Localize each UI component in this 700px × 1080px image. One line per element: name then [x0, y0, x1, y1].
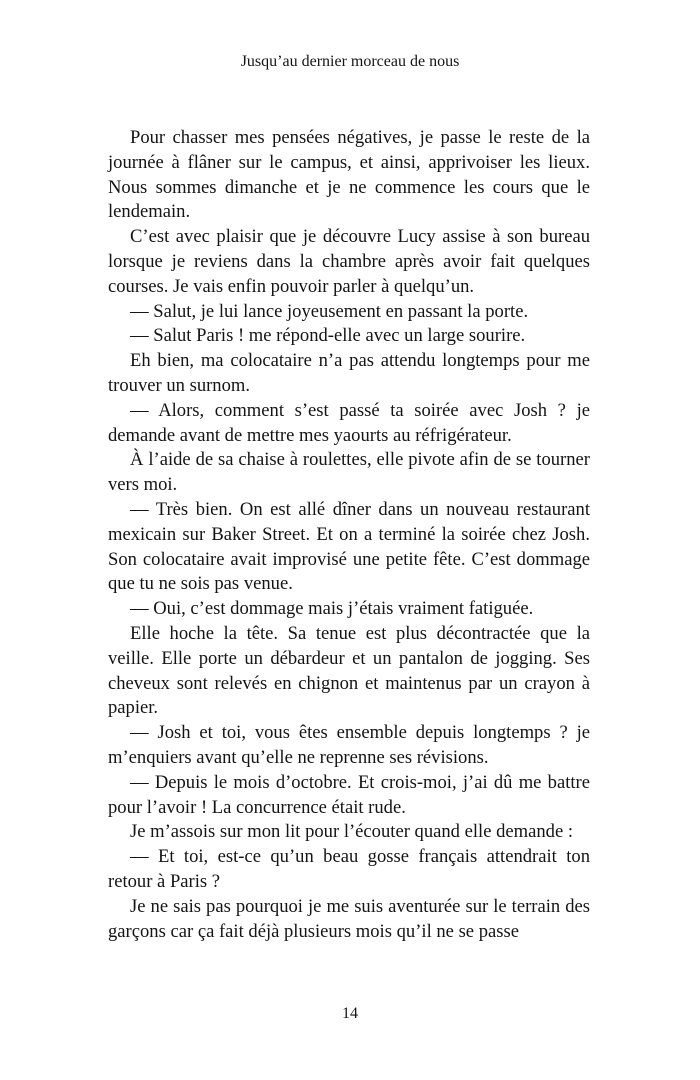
dialogue-line: — Salut Paris ! me répond-elle avec un large sourire. [130, 325, 526, 347]
paragraph: À l’aide de sa chaise à roulettes, elle pivote afin de se tourner vers moi. [108, 449, 590, 496]
dialogue-line: — Josh et toi, vous êtes ensemble depuis longtemps ? je m’enquiers avant qu’elle ne reprenne ses révisions. [108, 722, 590, 768]
dialogue-line: — Oui, c’est dommage mais j’étais vraiment fatiguée. [130, 598, 534, 620]
dialogue-line: — Et toi, est-ce qu’un beau gosse français attendrait ton retour à Paris ? [108, 846, 590, 892]
paragraph: Je m’assois sur mon lit pour l’écouter quand elle demande : [130, 821, 574, 843]
paragraph: C’est avec plaisir que je découvre Lucy assise à son bureau lorsque je reviens dans la chambre après avoir fait quelques courses. Je vais enfin pouvoir parler à quelqu’un. [108, 226, 590, 297]
dialogue-line: — Très bien. On est allé dîner dans un nouveau restaurant mexicain sur Baker Street. Et on a terminé la soirée chez Josh. Son colocataire avait improvisé une petite fête. C’est dommage que tu ne sois pas venue. [108, 498, 590, 595]
paragraph: Je ne sais pas pourquoi je me suis aventurée sur le terrain des garçons car ça fait déjà plusieurs mois qu’il ne se passe [108, 895, 590, 942]
paragraph: Eh bien, ma colocataire n’a pas attendu longtemps pour me trouver un surnom. [108, 350, 590, 396]
page-body [108, 126, 590, 944]
paragraph: Pour chasser mes pensées négatives, je passe le reste de la journée à flâner sur le campus, et ainsi, apprivoiser les lieux. Nous sommes dimanche et je ne commence les cours que le lendemain. [108, 127, 590, 223]
dialogue-line: — Salut, je lui lance joyeusement en passant la porte. [130, 300, 529, 322]
running-title: Jusqu’au dernier morceau de nous [240, 53, 460, 70]
dialogue-line: — Alors, comment s’est passé ta soirée avec Josh ? je demande avant de mettre mes yaourts au réfrigérateur. [108, 399, 590, 446]
paragraph: Elle hoche la tête. Sa tenue est plus décontractée que la veille. Elle porte un débardeur et un pantalon de jogging. Ses cheveux sont relevés en chignon et maintenus par un crayon à papier. [108, 622, 590, 719]
page-number: 14 [342, 1005, 358, 1022]
dialogue-line: — Depuis le mois d’octobre. Et crois-moi, j’ai dû me battre pour l’avoir ! La concurrence était rude. [108, 771, 590, 818]
